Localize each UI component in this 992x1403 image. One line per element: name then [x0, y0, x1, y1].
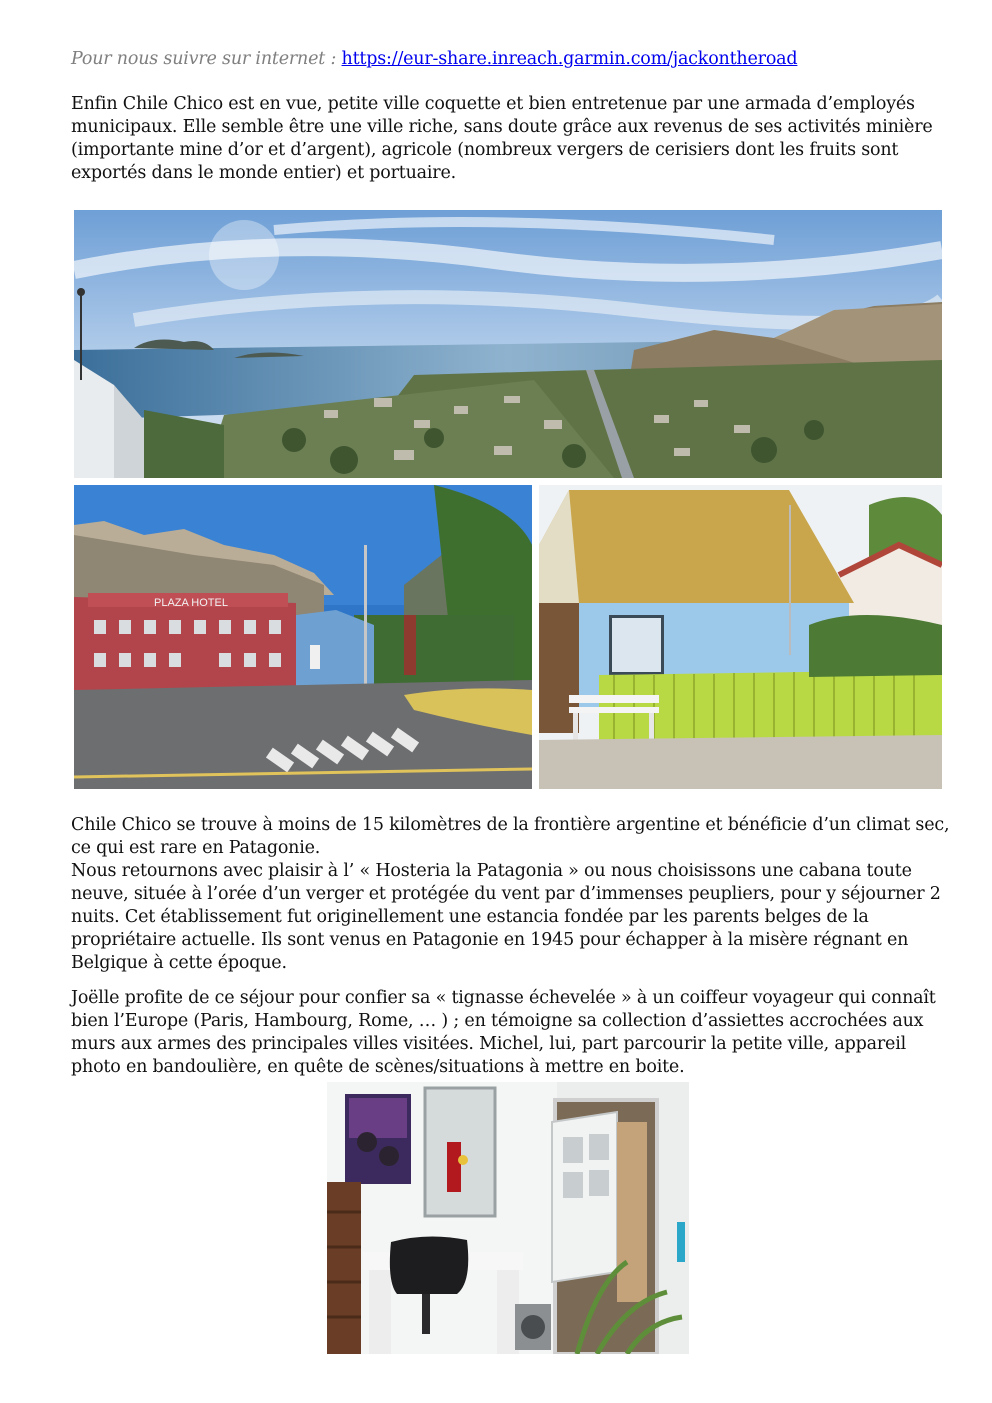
- text-line: (importante mine d’or et d’argent), agricole (nombreux vergers de cerisiers dont les fruits sont: [71, 140, 899, 160]
- text-line: neuve, située à l’orée d’un verger et protégée du vent par d’immenses peupliers, pour y séjourner 2: [71, 884, 941, 904]
- hotel-sign-text: PLAZA HOTEL: [154, 597, 228, 609]
- blue-house-photo: [539, 485, 942, 789]
- text-line: Joëlle profite de ce séjour pour confier sa « tignasse échevelée » à un coiffeur voyageur qui connaît: [71, 988, 936, 1008]
- text-line: propriétaire actuelle. Ils sont venus en Patagonie en 1945 pour échapper à la misère régnant en: [71, 930, 909, 950]
- text-line: murs aux armes des principales villes visitées. Michel, lui, part parcourir la petite ville, appareil: [71, 1034, 906, 1054]
- barber-shop-photo: [327, 1082, 689, 1354]
- internet-prefix: Pour nous suivre sur internet :: [71, 49, 342, 69]
- plaza-hotel-photo: [74, 485, 532, 789]
- text-line: ce qui est rare en Patagonie.: [71, 838, 321, 858]
- text-line: municipaux. Elle semble être une ville riche, sans doute grâce aux revenus de ses activités minière: [71, 117, 933, 137]
- text-line: nuits. Cet établissement fut originellement une estancia fondée par les parents belges de la: [71, 907, 869, 927]
- text-line: Enfin Chile Chico est en vue, petite ville coquette et bien entretenue par une armada d’employés: [71, 94, 915, 114]
- text-line: photo en bandoulière, en quête de scènes/situations à mettre en boite.: [71, 1057, 685, 1077]
- text-line: Chile Chico se trouve à moins de 15 kilomètres de la frontière argentine et bénéficie d’un climat sec,: [71, 815, 950, 835]
- text-line: bien l’Europe (Paris, Hambourg, Rome, … ) ; en témoigne sa collection d’assiettes accrochées aux: [71, 1011, 924, 1031]
- panorama-photo: [74, 210, 942, 478]
- text-line: Nous retournons avec plaisir à l’ « Hosteria la Patagonia » ou nous choisissons une cabana toute: [71, 861, 912, 881]
- garmin-tracking-link[interactable]: https://eur-share.inreach.garmin.com/jackontheroad: [341, 49, 798, 69]
- text-line: Belgique à cette époque.: [71, 953, 287, 973]
- internet-line: [71, 48, 797, 71]
- text-line: exportés dans le monde entier) et portuaire.: [71, 163, 456, 183]
